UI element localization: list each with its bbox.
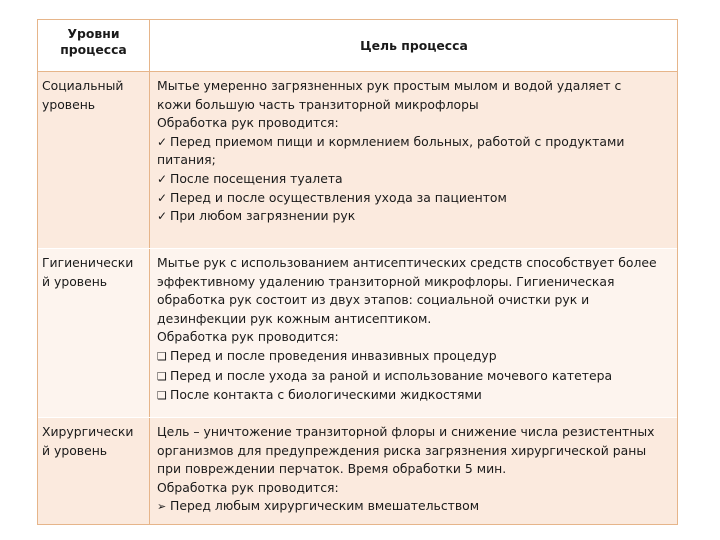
checkmark-icon	[157, 189, 170, 208]
level-label-line-1: Хирургически	[42, 424, 134, 439]
header-levels-line-2: процесса	[60, 42, 127, 57]
header-levels-cell	[38, 20, 150, 71]
goal-line: кожи большую часть транзиторной микрофлоры	[157, 96, 479, 112]
goal-line: обработка рук состоит из двух этапов: социальной очистки рук и	[157, 292, 590, 308]
header-goal-cell	[150, 20, 677, 71]
level-label-line-2: уровень	[42, 96, 96, 112]
checkbox-bullet-icon	[157, 386, 170, 406]
header-levels-line-1: Уровни	[67, 26, 120, 41]
checkmark-icon	[157, 133, 170, 152]
goal-cell-surgical	[150, 418, 677, 524]
goal-line: ❑После контакта с биологическими жидкостями	[157, 386, 671, 406]
checkmark-icon	[157, 170, 170, 189]
goal-line: Обработка рук проводится:	[157, 115, 339, 131]
level-cell-surgical	[38, 418, 150, 524]
goal-line: Мытье рук с использованием антисептических средств способствует более	[157, 255, 657, 270]
level-cell-social	[38, 72, 150, 248]
goal-line: ✓Перед и после осуществления ухода за пациентом	[157, 189, 671, 208]
goal-line: дезинфекции рук кожным антисептиком.	[157, 310, 432, 326]
goal-line: ❑Перед и после ухода за раной и использование мочевого катетера	[157, 367, 671, 387]
goal-line: питания;	[157, 152, 216, 168]
checkmark-icon	[157, 207, 170, 226]
goal-line: организмов для предупреждения риска загрязнения хирургической раны	[157, 442, 647, 458]
goal-line: Обработка рук проводится:	[157, 479, 339, 495]
level-label-line-1: Гигиенически	[42, 255, 134, 270]
table-row-social	[38, 72, 677, 249]
goal-cell-social	[150, 72, 677, 248]
goal-line: ➢Перед любым хирургическим вмешательством	[157, 497, 671, 517]
checkbox-bullet-icon	[157, 347, 170, 367]
goal-line: эффективному удалению транзиторной микрофлоры. Гигиеническая	[157, 273, 615, 289]
table-row-surgical	[38, 418, 677, 524]
goal-line: ✓Перед приемом пищи и кормлением больных, работой с продуктами	[157, 133, 671, 152]
header-goal-label: Цель процесса	[360, 38, 468, 53]
hand-hygiene-levels-table	[37, 19, 678, 525]
goal-line: ✓При любом загрязнении рук	[157, 207, 671, 226]
level-cell-hygienic	[38, 249, 150, 417]
table-row-hygienic	[38, 249, 677, 418]
level-label-line-1: Социальный	[42, 78, 124, 93]
goal-line: Мытье умеренно загрязненных рук простым мылом и водой удаляет с	[157, 78, 622, 93]
level-label-line-2: й уровень	[42, 442, 108, 458]
arrow-bullet-icon	[157, 497, 170, 517]
goal-line: ❑Перед и после проведения инвазивных процедур	[157, 347, 671, 367]
goal-cell-hygienic	[150, 249, 677, 417]
checkbox-bullet-icon	[157, 367, 170, 387]
goal-line: Цель – уничтожение транзиторной флоры и снижение числа резистентных	[157, 424, 655, 439]
table-header-row	[38, 20, 677, 72]
goal-line: Обработка рук проводится:	[157, 329, 339, 345]
goal-line: при повреждении перчаток. Время обработки 5 мин.	[157, 461, 507, 477]
level-label-line-2: й уровень	[42, 273, 108, 289]
goal-line: ✓После посещения туалета	[157, 170, 671, 189]
